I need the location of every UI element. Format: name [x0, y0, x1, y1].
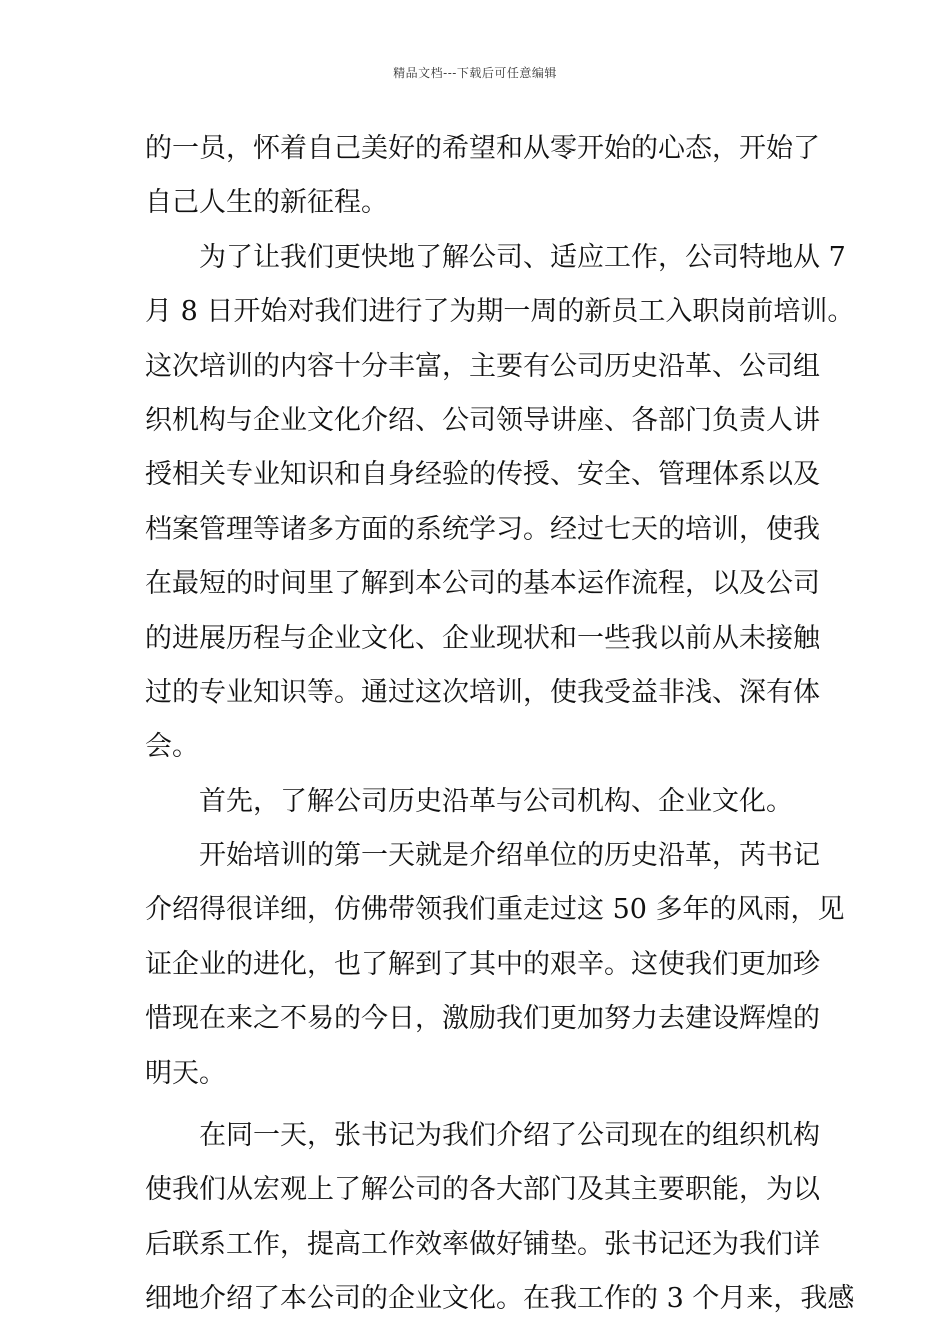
text-line: 月 8 日开始对我们进行了为期一周的新员工入职岗前培训。	[145, 296, 855, 328]
text-line: 细地介绍了本公司的企业文化。在我工作的 3 个月来，我感	[145, 1283, 855, 1315]
text-line: 织机构与企业文化介绍、公司领导讲座、各部门负责人讲	[145, 404, 820, 436]
paragraph-2	[145, 231, 855, 775]
text-line: 的进展历程与企业文化、企业现状和一些我以前从未接触	[145, 622, 820, 654]
text-line: 明天。	[145, 1057, 226, 1089]
paragraph-5	[145, 1109, 855, 1327]
text-line: 在最短的时间里了解到本公司的基本运作流程，以及公司	[145, 568, 820, 600]
text-line: 过的专业知识等。通过这次培训，使我受益非浅、深有体	[145, 676, 820, 708]
text-line: 开始培训的第一天就是介绍单位的历史沿革，芮书记	[199, 840, 820, 872]
text-line: 后联系工作，提高工作效率做好铺垫。张书记还为我们详	[145, 1228, 820, 1260]
page-header: 精品文档---下载后可任意编辑	[393, 66, 557, 80]
text-line: 会。	[145, 731, 199, 763]
text-line: 档案管理等诸多方面的系统学习。经过七天的培训，使我	[145, 513, 820, 545]
text-line: 在同一天，张书记为我们介绍了公司现在的组织机构	[199, 1120, 820, 1152]
paragraph-gap	[145, 1101, 810, 1109]
text-line: 使我们从宏观上了解公司的各大部门及其主要职能，为以	[145, 1174, 820, 1206]
section-heading-line: 首先，了解公司历史沿革与公司机构、企业文化。	[199, 785, 793, 817]
text-line: 证企业的进化，也了解到了其中的艰辛。这使我们更加珍	[145, 948, 820, 980]
text-line: 的一员，怀着自己美好的希望和从零开始的心态，开始了	[145, 133, 820, 164]
paragraph-3	[145, 775, 810, 829]
text-line: 授相关专业知识和自身经验的传授、安全、管理体系以及	[145, 459, 820, 491]
document-body	[145, 122, 855, 1327]
paragraph-1	[145, 122, 820, 231]
text-line: 介绍得很详细，仿佛带领我们重走过这 50 多年的风雨，见	[145, 894, 845, 926]
text-line: 这次培训的内容十分丰富，主要有公司历史沿革、公司组	[145, 350, 820, 382]
text-line: 自己人生的新征程。	[145, 187, 388, 219]
paragraph-4	[145, 829, 845, 1101]
text-line: 惜现在来之不易的今日，激励我们更加努力去建设辉煌的	[145, 1003, 820, 1035]
text-line: 为了让我们更快地了解公司、适应工作，公司特地从 7	[199, 241, 846, 273]
